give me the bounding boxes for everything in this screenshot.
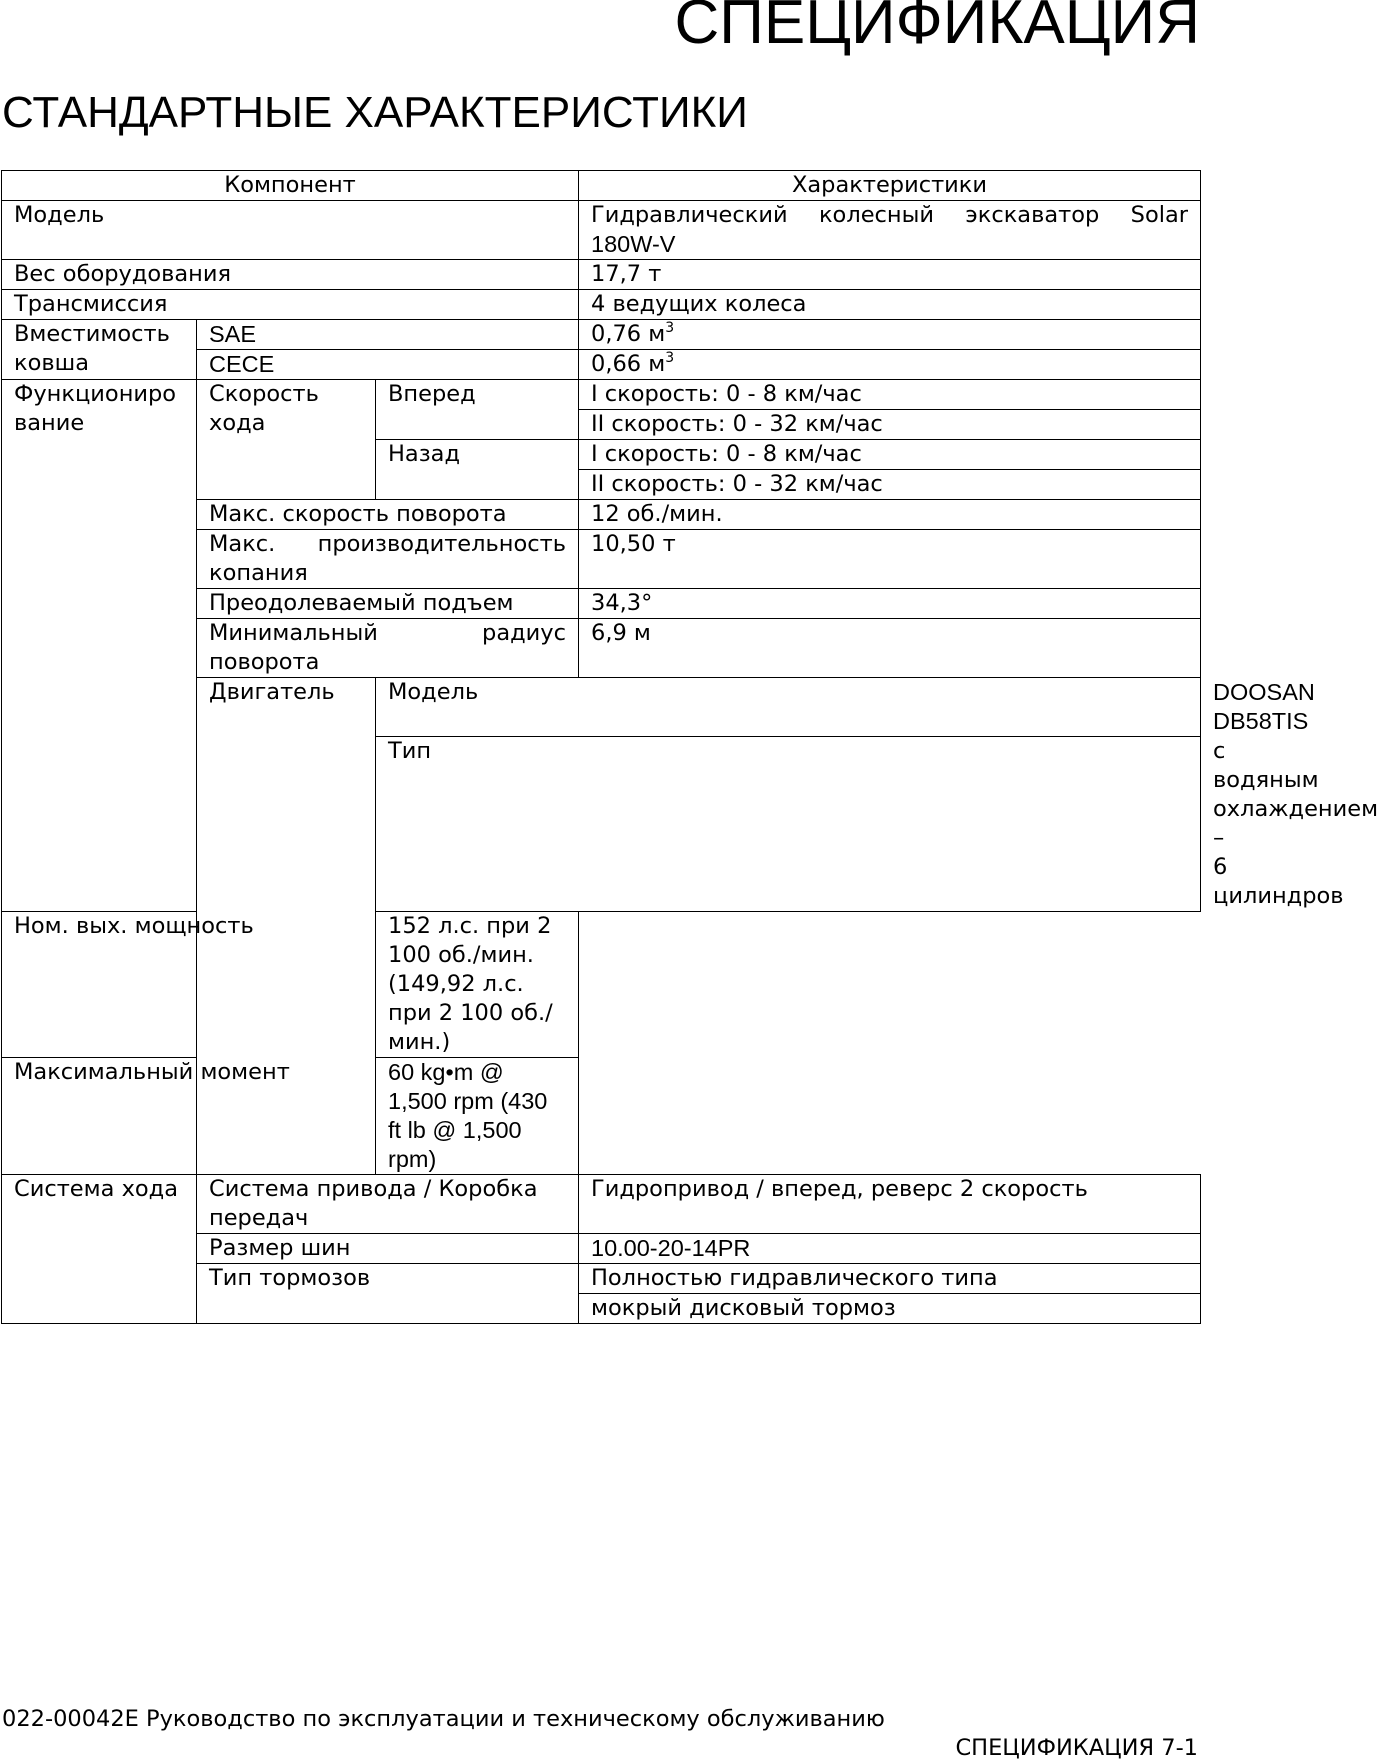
table-row <box>2 290 1201 320</box>
model-label: Модель <box>2 201 579 260</box>
bucket-cece-value <box>579 350 1201 380</box>
table-row <box>2 912 1201 1058</box>
drive-label: Система привода / Коробка передач <box>197 1175 579 1234</box>
digging-value: 10,50 т <box>579 530 1201 589</box>
turning-label: Минимальный радиус поворота <box>197 619 579 678</box>
drive-value: Гидропривод / вперед, реверс 2 скорость <box>579 1175 1201 1234</box>
table-header-row <box>2 171 1201 201</box>
bucket-sae-label: SAE <box>197 320 579 350</box>
reverse-speed-1: I скорость: 0 - 8 км/час <box>579 440 1201 470</box>
bucket-label: Вместимость ковша <box>2 320 197 380</box>
tire-label: Размер шин <box>197 1234 579 1264</box>
model-value-line-1: Гидравлический колесный экскаватор Solar <box>591 202 1188 228</box>
engine-torque-value: 60 kg•m @ 1,500 rpm (430 ft lb @ 1,500 rpm) <box>376 1058 579 1175</box>
brake-label: Тип тормозов <box>197 1264 579 1324</box>
forward-speed-1: I скорость: 0 - 8 км/час <box>579 380 1201 410</box>
bucket-sae-value <box>579 320 1201 350</box>
weight-label: Вес оборудования <box>2 260 579 290</box>
footer-manual: 022-00042E Руководство по эксплуатации и техническому обслуживанию <box>2 1706 885 1732</box>
engine-power-label: Ном. вых. мощность <box>2 912 376 1058</box>
travel-speed-label: Скорость хода <box>197 380 376 500</box>
travel-system-label: Система хода <box>2 1175 197 1324</box>
digging-label: Макс. производительность копания <box>197 530 579 589</box>
weight-value: 17,7 т <box>579 260 1201 290</box>
swing-value: 12 об./мин. <box>579 500 1201 530</box>
reverse-speed-2: II скорость: 0 - 32 км/час <box>579 470 1201 500</box>
table-row: Тип с водяным охлаждением – 6 цилиндров <box>2 737 1201 912</box>
table-row <box>2 320 1201 350</box>
engine-label: Двигатель <box>197 678 376 1175</box>
table-row <box>2 1058 1201 1175</box>
table-row <box>2 1175 1201 1234</box>
grade-label: Преодолеваемый подъем <box>197 589 579 619</box>
turning-value: 6,9 м <box>579 619 1201 678</box>
bucket-cece-label: CECE <box>197 350 579 380</box>
forward-label: Вперед <box>376 380 579 440</box>
model-value-line-2: 180W-V <box>591 231 676 257</box>
tire-value: 10.00-20-14PR <box>579 1234 1201 1264</box>
operation-label: Функционирование <box>2 380 197 912</box>
bucket-cece-number: 0,66 м <box>591 351 666 377</box>
swing-label: Макс. скорость поворота <box>197 500 579 530</box>
transmission-label: Трансмиссия <box>2 290 579 320</box>
model-value <box>579 201 1201 260</box>
engine-power-value: 152 л.с. при 2 100 об./мин. (149,92 л.с. при 2 100 об./мин.) <box>376 912 579 1058</box>
engine-torque-label: Максимальный момент <box>2 1058 376 1175</box>
chapter-title: СПЕЦИФИКАЦИЯ <box>674 0 1200 57</box>
table-row: Двигатель Модель DOOSAN DB58TIS <box>2 678 1201 737</box>
table-row <box>2 380 1201 410</box>
header-spec: Характеристики <box>579 171 1201 201</box>
brake-value-2: мокрый дисковый тормоз <box>579 1294 1201 1324</box>
footer-page: СПЕЦИФИКАЦИЯ 7-1 <box>955 1735 1198 1761</box>
reverse-label: Назад <box>376 440 579 500</box>
engine-type-label: Тип <box>376 737 1201 912</box>
header-component: Компонент <box>2 171 579 201</box>
grade-value: 34,3° <box>579 589 1201 619</box>
engine-model-label: Модель <box>376 678 1201 737</box>
section-title: СТАНДАРТНЫЕ ХАРАКТЕРИСТИКИ <box>2 88 748 137</box>
spec-table <box>1 170 1378 1324</box>
cube-superscript: 3 <box>665 320 675 336</box>
cube-superscript: 3 <box>665 350 675 366</box>
table-row <box>2 260 1201 290</box>
brake-value-1: Полностью гидравлического типа <box>579 1264 1201 1294</box>
forward-speed-2: II скорость: 0 - 32 км/час <box>579 410 1201 440</box>
table-row <box>2 201 1201 260</box>
transmission-value: 4 ведущих колеса <box>579 290 1201 320</box>
bucket-sae-number: 0,76 м <box>591 321 666 347</box>
